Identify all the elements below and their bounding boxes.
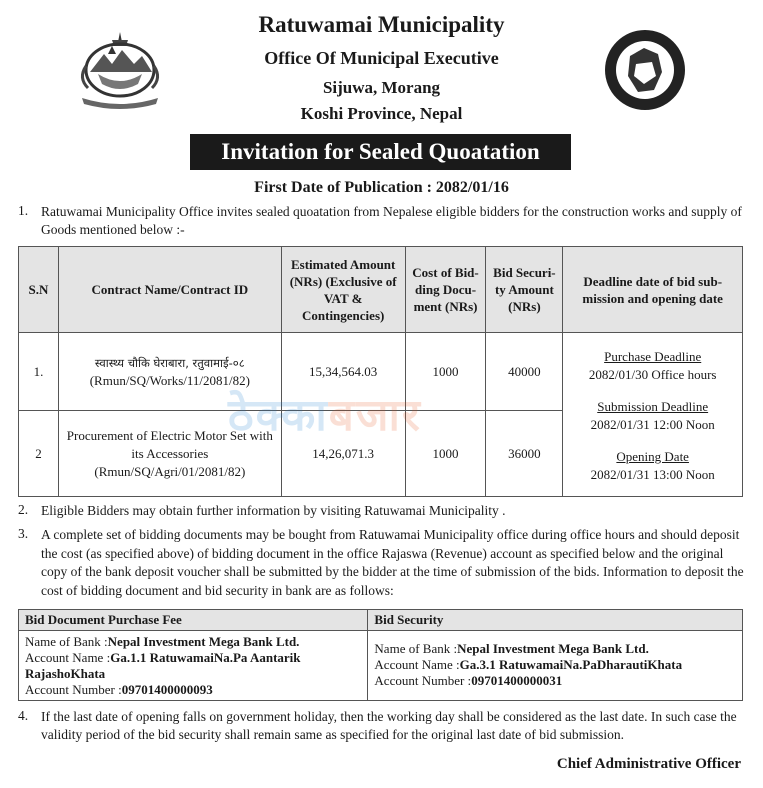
bank-details-table (18, 609, 743, 701)
security-bank-value: Nepal Investment Mega Bank Ltd. (457, 641, 649, 656)
bank-left-header: Bid Document Purchase Fee (19, 610, 368, 631)
opening-date-value: 2082/01/31 13:00 Noon (590, 467, 715, 482)
point3-paragraph: A complete set of bidding documents may be bought from Ratuwamai Municipality office during office hours and should deposit the cost (as specified above) of bidding document in the office Rajaswa (Revenue) account as specified below and the original copy of the bank deposit voucher shall be submitted by the bidder at the time of submission of the bids. Information to deposit the cost of bidding document and bid security in bank are as follows: (41, 527, 744, 598)
address-line-2: Koshi Province, Nepal (300, 104, 463, 123)
publication-date: First Date of Publication : 2082/01/16 (254, 179, 509, 196)
point3-number: 3. (18, 526, 29, 541)
submission-deadline-value: 2082/01/31 12:00 Noon (590, 417, 715, 432)
header-sn: S.N (19, 247, 59, 333)
row-sn: 1. (19, 333, 59, 411)
submission-deadline (564, 398, 741, 434)
label-acname: Account Name : (25, 650, 111, 665)
label-acname: Account Name : (374, 657, 460, 672)
deadline-cell (563, 333, 743, 497)
point2-number: 2. (18, 502, 29, 517)
contract-name: Procurement of Electric Motor Set with its Accessories (66, 427, 273, 461)
label-bank: Name of Bank : (25, 634, 108, 649)
row-security: 36000 (486, 411, 563, 497)
row-cost: 1000 (405, 333, 486, 411)
header-deadline: Deadline date of bid sub-mission and opening date (563, 247, 743, 333)
row-sn: 2 (19, 411, 59, 497)
address-line-1: Sijuwa, Morang (322, 78, 441, 97)
security-account-name (374, 657, 736, 673)
notice-banner: Invitation for Sealed Quoatation (190, 134, 571, 170)
municipality-logo-icon (600, 28, 690, 112)
signature: Chief Administrative Officer (556, 756, 741, 772)
table-header-row (19, 247, 743, 333)
submission-deadline-title: Submission Deadline (597, 399, 709, 414)
row-estimate: 15,34,564.03 (281, 333, 405, 411)
header-security: Bid Securi-ty Amount (NRs) (486, 247, 563, 333)
bank-right-header: Bid Security (368, 610, 743, 631)
contract-id: (Rmun/SQ/Works/11/2081/82) (89, 372, 250, 388)
opening-date-title: Opening Date (616, 449, 689, 464)
label-acno: Account Number : (374, 673, 472, 688)
municipality-title: Ratuwamai Municipality (258, 12, 505, 37)
bank-header-row (19, 610, 743, 631)
label-acno: Account Number : (25, 682, 122, 697)
point2-paragraph: Eligible Bidders may obtain further information by visiting Ratuwamai Municipality . (41, 503, 506, 518)
watermark-part-2: बजार (328, 390, 422, 441)
watermark-part-1: ठेक्का (228, 390, 329, 441)
fee-account-number-value: 09701400000093 (121, 682, 213, 697)
fee-account-name-value: Ga.1.1 RatuwamaiNa.Pa Aantarik RajashoKhata (25, 650, 301, 681)
bank-details-row (19, 631, 743, 701)
security-account-number-value: 09701400000031 (471, 673, 563, 688)
contracts-table (18, 246, 743, 497)
fee-account-number (25, 682, 361, 698)
header-estimate: Estimated Amount (NRs) (Exclusive of VAT & Contingencies) (281, 247, 405, 333)
security-account-number (374, 673, 736, 689)
row-security: 40000 (486, 333, 563, 411)
row-estimate: 14,26,071.3 (281, 411, 405, 497)
point4-paragraph: If the last date of opening falls on government holiday, then the working day shall be considered as the last date. In such case the validity period of the bid security shall remain same as specified for the original last date of bid submission. (41, 709, 737, 742)
security-account-cell (368, 631, 743, 701)
security-bank-name (374, 641, 736, 657)
intro-number: 1. (18, 203, 29, 218)
header-cost: Cost of Bid-ding Docu-ment (NRs) (405, 247, 486, 333)
fee-bank-name (25, 634, 361, 650)
security-account-name-value: Ga.3.1 RatuwamaiNa.PaDharautiKhata (459, 657, 683, 672)
purchase-deadline-title: Purchase Deadline (604, 349, 702, 364)
label-bank: Name of Bank : (374, 641, 458, 656)
fee-bank-value: Nepal Investment Mega Bank Ltd. (107, 634, 300, 649)
opening-date (564, 448, 741, 484)
contract-id: (Rmun/SQ/Agri/01/2081/82) (94, 463, 246, 479)
fee-account-name (25, 650, 361, 682)
contract-name: स्वास्थ्य चौकि घेराबारा, रतुवामाई-०८ (94, 355, 245, 370)
purchase-deadline-value: 2082/01/30 Office hours (588, 367, 717, 382)
point4-number: 4. (18, 708, 29, 723)
row-cost: 1000 (405, 411, 486, 497)
purchase-deadline (564, 348, 741, 384)
intro-paragraph: Ratuwamai Municipality Office invites sealed quoatation from Nepalese eligible bidders for the construction works and supply of Goods mentioned below :- (41, 204, 742, 237)
header-contract: Contract Name/Contract ID (58, 247, 281, 333)
fee-account-cell (19, 631, 368, 701)
watermark (228, 383, 422, 443)
office-title: Office Of Municipal Executive (264, 48, 499, 68)
